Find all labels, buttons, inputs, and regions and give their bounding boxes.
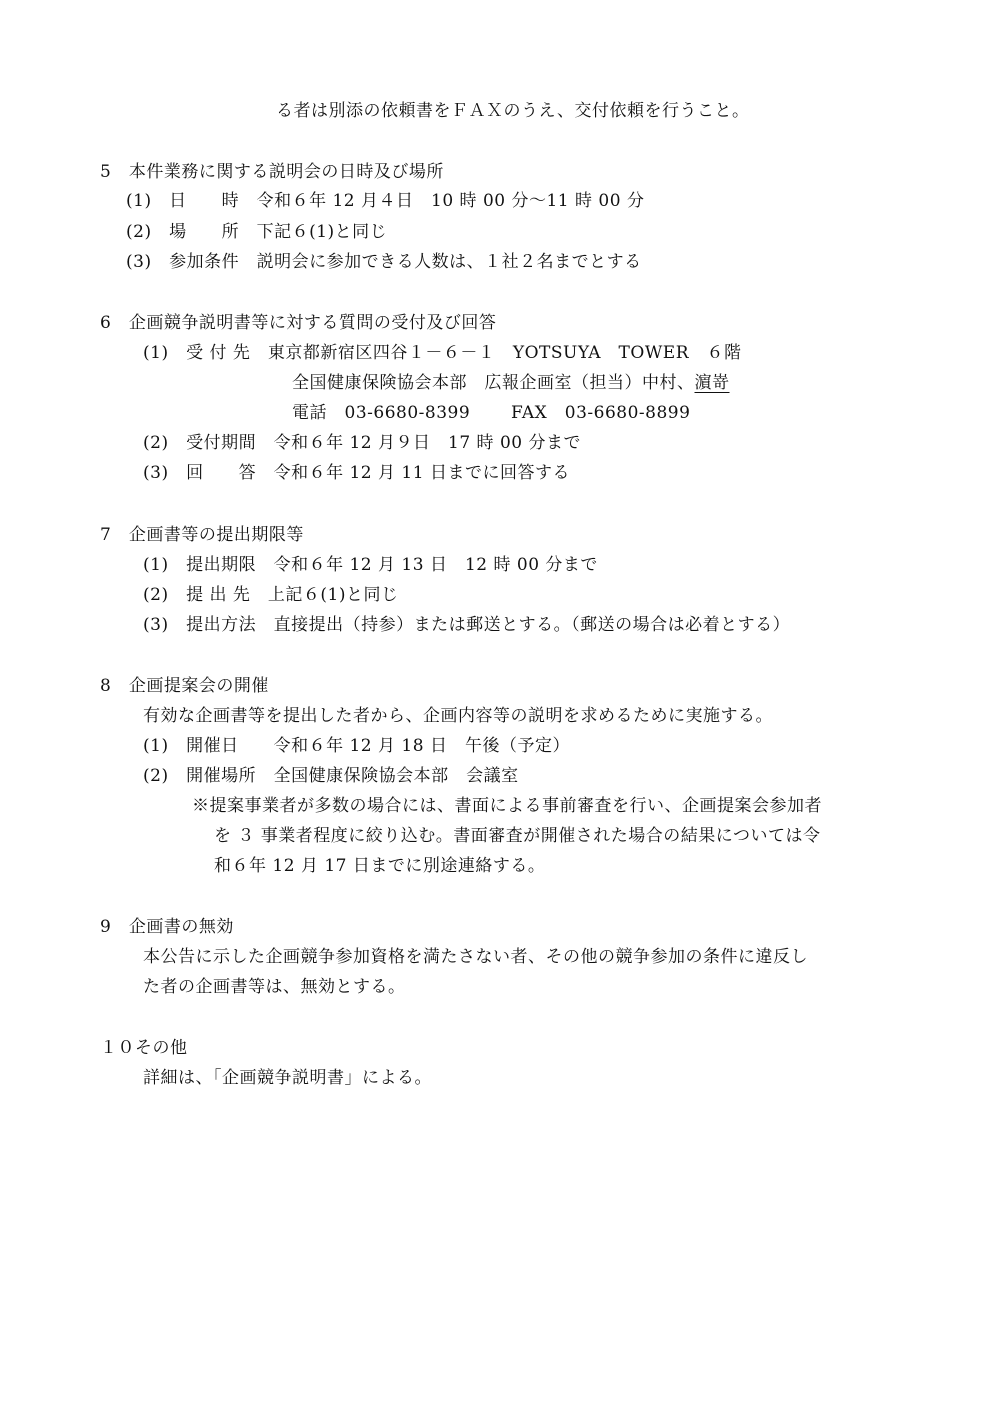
section-6-item-1-contact — [292, 368, 730, 398]
section-7-item-3: (3) 提出方法 直接提出（持参）または郵送とする。（郵送の場合は必着とする） — [143, 615, 791, 635]
section-5-item-2: (2) 場 所 下記６(1)と同じ — [126, 222, 388, 242]
section-5-item-3: (3) 参加条件 説明会に参加できる人数は、１社２名までとする — [126, 252, 642, 272]
section-6-item-2: (2) 受付期間 令和６年 12 月９日 17 時 00 分まで — [143, 433, 581, 453]
section-8-note-line-2: を ３ 事業者程度に絞り込む。書面審査が開催された場合の結果については令 — [214, 826, 821, 846]
section-8-item-1: (1) 開催日 令和６年 12 月 18 日 午後（予定） — [143, 736, 570, 756]
section-9-body-line-2: た者の企画書等は、無効とする。 — [143, 977, 406, 997]
section-5-item-1: (1) 日 時 令和６年 12 月４日 10 時 00 分～11 時 00 分 — [126, 191, 645, 211]
section-7-item-2: (2) 提 出 先 上記６(1)と同じ — [143, 585, 399, 605]
section-8-heading: 8 企画提案会の開催 — [100, 676, 269, 696]
section-6-item-1: (1) 受 付 先 東京都新宿区四谷１－６－１ YOTSUYA TOWER ６階 — [143, 343, 742, 363]
section-8-note-line-1: ※提案事業者が多数の場合には、書面による事前審査を行い、企画提案会参加者 — [192, 796, 822, 816]
contact-name-underlined: 濵嵜 — [694, 373, 730, 393]
contact-department: 全国健康保険協会本部 広報企画室（担当）中村、 — [292, 373, 695, 393]
section-7-item-1: (1) 提出期限 令和６年 12 月 13 日 12 時 00 分まで — [143, 555, 598, 575]
section-8-body: 有効な企画書等を提出した者から、企画内容等の説明を求めるために実施する。 — [143, 706, 773, 726]
section-10-heading: １０その他 — [100, 1038, 188, 1058]
section-8-note-line-3: 和６年 12 月 17 日までに別途連絡する。 — [214, 856, 546, 876]
section-10-body: 詳細は、「企画競争説明書」による。 — [143, 1068, 432, 1088]
section-9-heading: 9 企画書の無効 — [100, 917, 234, 937]
section-6-item-3: (3) 回 答 令和６年 12 月 11 日までに回答する — [143, 463, 570, 483]
section-5-heading: 5 本件業務に関する説明会の日時及び場所 — [100, 162, 444, 182]
continuation-text: る者は別添の依頼書をＦＡＸのうえ、交付依頼を行うこと。 — [276, 101, 750, 121]
section-6-heading: 6 企画競争説明書等に対する質問の受付及び回答 — [100, 313, 497, 333]
section-8-item-2: (2) 開催場所 全国健康保険協会本部 会議室 — [143, 766, 519, 786]
section-7-heading: 7 企画書等の提出期限等 — [100, 525, 304, 545]
section-9-body-line-1: 本公告に示した企画競争参加資格を満たさない者、その他の競争参加の条件に違反し — [143, 947, 808, 967]
section-6-item-1-phone-fax: 電話 03-6680-8399 FAX 03-6680-8899 — [292, 403, 691, 423]
